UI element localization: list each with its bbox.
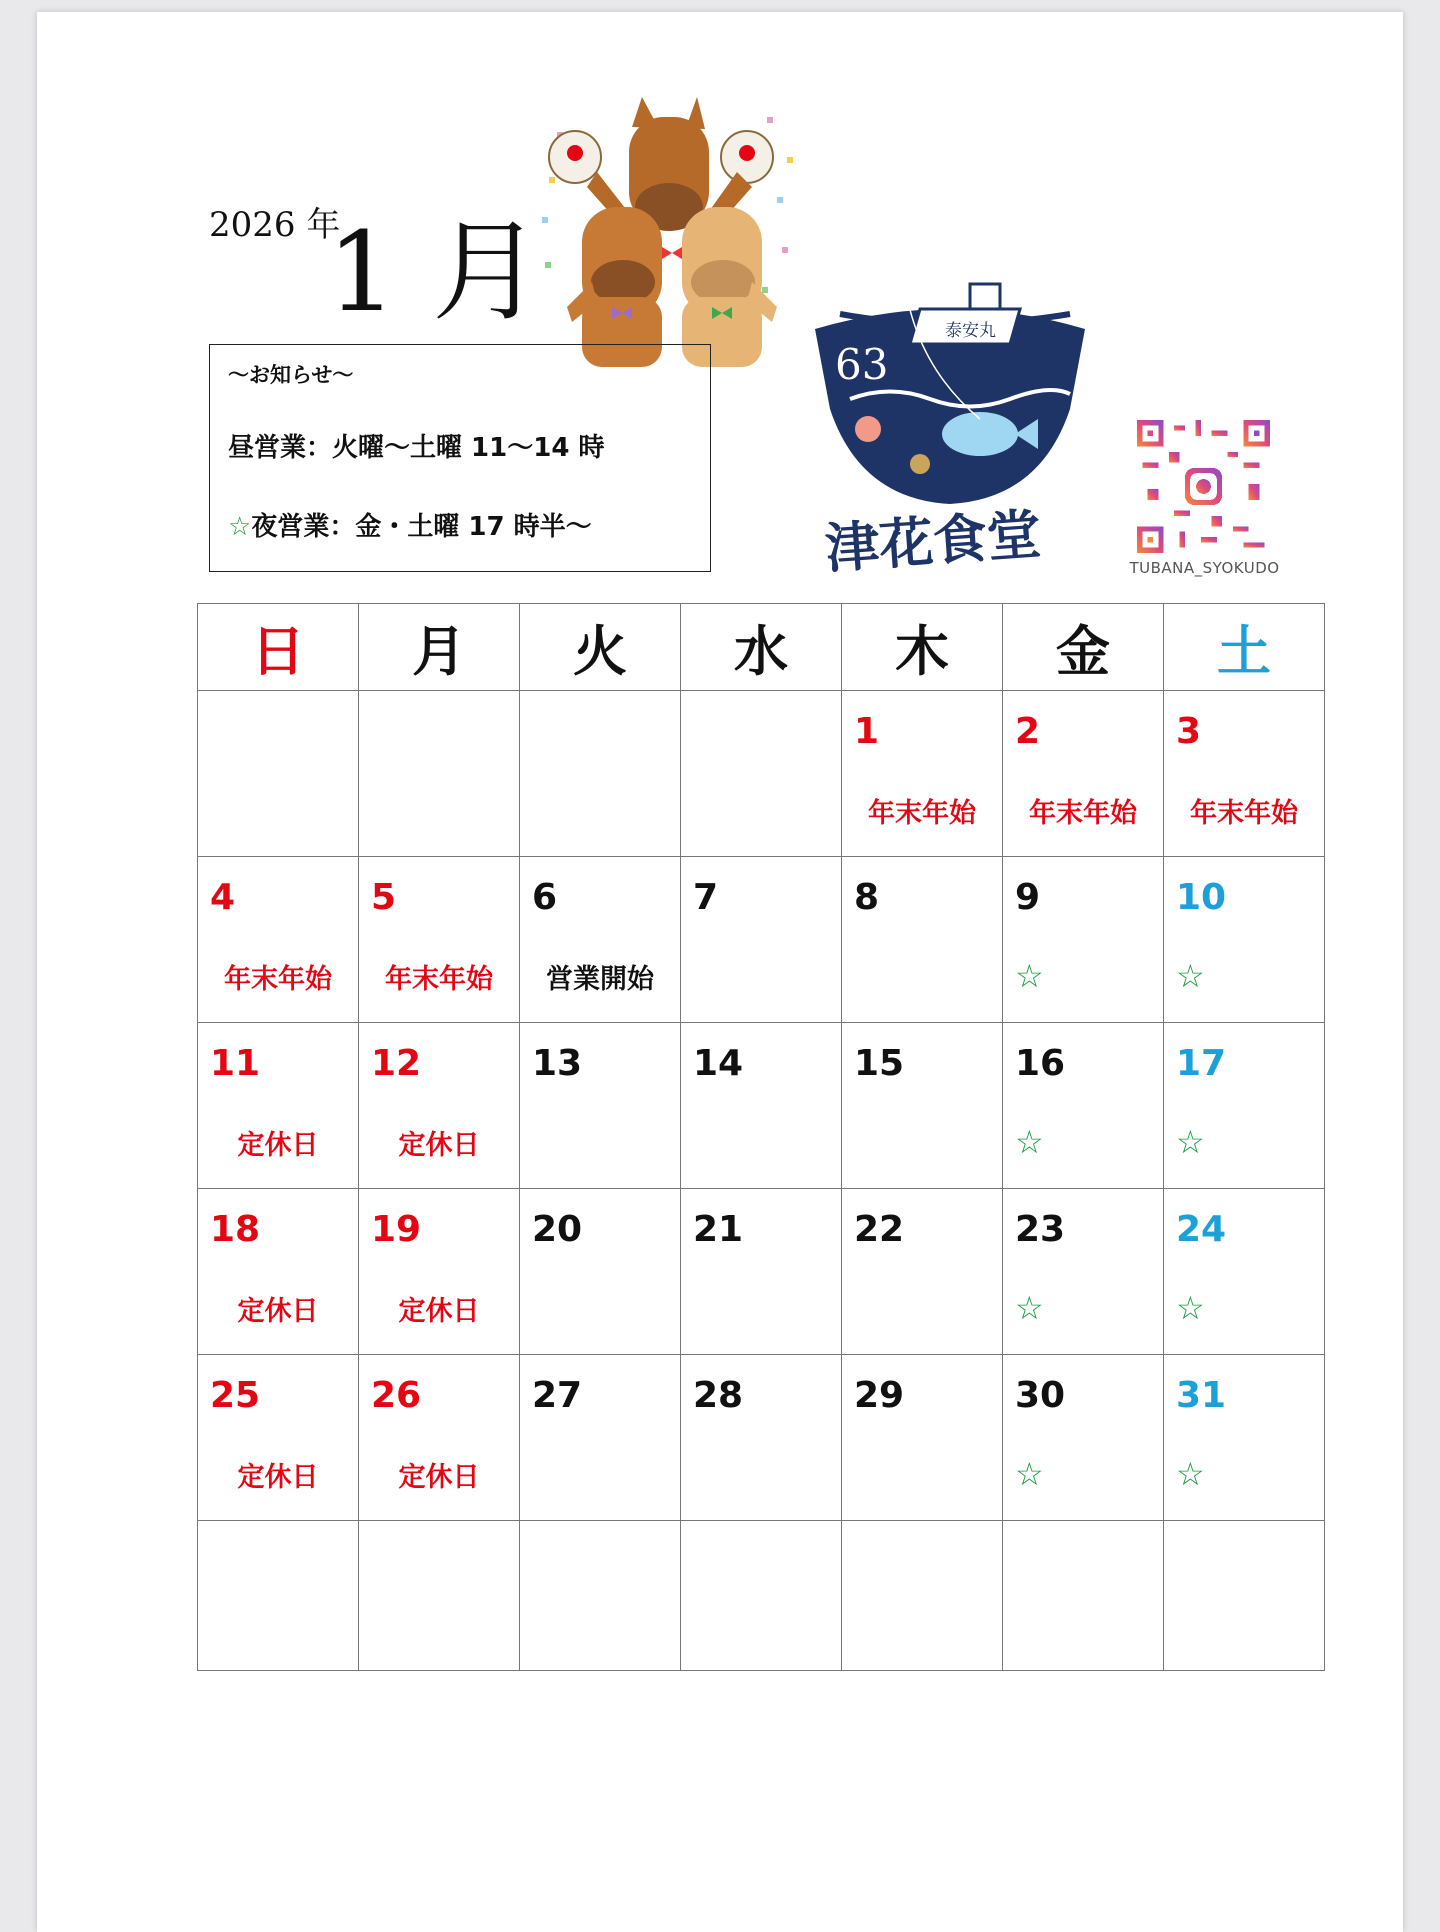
- day-number: 4: [210, 877, 236, 918]
- day-number: 25: [210, 1375, 261, 1416]
- day-note: 定休日: [398, 1462, 480, 1493]
- day-number: 14: [693, 1043, 744, 1084]
- day-number: 17: [1176, 1043, 1227, 1084]
- calendar-day-cell: [842, 857, 1003, 1023]
- day-note: 定休日: [237, 1130, 319, 1161]
- calendar-day-cell: [359, 1521, 520, 1671]
- dinner-star-icon: ☆: [1015, 1289, 1044, 1327]
- logo-shop-name: 津花食堂: [823, 501, 1044, 581]
- calendar-day-cell: [681, 1355, 842, 1521]
- day-number: 1: [854, 711, 880, 752]
- day-number: 27: [532, 1375, 583, 1416]
- dinner-hours: 夜営業：金・土曜 17 時半～: [251, 512, 592, 542]
- day-number: [1176, 1541, 1324, 1585]
- day-number: [210, 711, 358, 755]
- weekday-header-cell: 木: [842, 604, 1003, 691]
- calendar-day-cell: [198, 857, 359, 1023]
- calendar-body: [198, 691, 1325, 1671]
- calendar-day-cell: [359, 857, 520, 1023]
- calendar-day-cell: [1164, 1355, 1325, 1521]
- day-number: 23: [1015, 1209, 1066, 1250]
- day-number: 29: [854, 1375, 905, 1416]
- calendar-day-cell: [1003, 691, 1164, 857]
- weekday-header-cell: 月: [359, 604, 520, 691]
- day-number: 6: [532, 877, 558, 918]
- day-note: 年末年始: [1190, 798, 1298, 829]
- day-number: [532, 711, 680, 755]
- calendar-day-cell: [520, 1023, 681, 1189]
- day-number: [854, 1541, 1002, 1585]
- day-number: 11: [210, 1043, 261, 1084]
- dinner-star-icon: ☆: [1015, 1455, 1044, 1493]
- day-number: 8: [854, 877, 880, 918]
- day-number: [371, 711, 519, 755]
- calendar-day-cell: [1164, 857, 1325, 1023]
- calendar-day-cell: [520, 1355, 681, 1521]
- day-number: 18: [210, 1209, 261, 1250]
- day-number: 22: [854, 1209, 905, 1250]
- shop-logo: [810, 269, 1090, 584]
- dinner-star-icon: ☆: [1176, 1123, 1205, 1161]
- day-number: 26: [371, 1375, 422, 1416]
- day-number: 20: [532, 1209, 583, 1250]
- day-number: 24: [1176, 1209, 1227, 1250]
- calendar-day-cell: [1003, 857, 1164, 1023]
- day-number: 16: [1015, 1043, 1066, 1084]
- dinner-star-icon: ☆: [1015, 1123, 1044, 1161]
- calendar-day-cell: [1164, 691, 1325, 857]
- weekday-header-cell: 金: [1003, 604, 1164, 691]
- dinner-star-icon: ☆: [1176, 1455, 1205, 1493]
- calendar-day-cell: [1003, 1355, 1164, 1521]
- day-note: 年末年始: [385, 964, 493, 995]
- calendar-week-row: [198, 1355, 1325, 1521]
- day-number: [1015, 1541, 1163, 1585]
- day-number: [371, 1541, 519, 1585]
- horses-illustration: [537, 97, 802, 367]
- day-note: 営業開始: [546, 964, 654, 995]
- calendar-day-cell: [198, 1521, 359, 1671]
- day-note: 定休日: [237, 1462, 319, 1493]
- calendar-day-cell: [198, 1355, 359, 1521]
- day-number: 15: [854, 1043, 905, 1084]
- calendar-week-row: [198, 857, 1325, 1023]
- month-title: 1 月: [327, 208, 542, 336]
- day-note: 定休日: [398, 1130, 480, 1161]
- logo-boat-name: 泰安丸: [945, 321, 996, 341]
- logo-number: 63: [835, 340, 889, 389]
- qr-label: TUBANA_SYOKUDO: [1129, 559, 1280, 577]
- weekday-header-cell: 火: [520, 604, 681, 691]
- instagram-qr-code[interactable]: [1137, 420, 1270, 553]
- calendar-day-cell: [359, 1355, 520, 1521]
- calendar-day-cell: [198, 1189, 359, 1355]
- day-number: [210, 1541, 358, 1585]
- day-note: 定休日: [237, 1296, 319, 1327]
- day-note: 年末年始: [868, 798, 976, 829]
- calendar-day-cell: [520, 1189, 681, 1355]
- dinner-hours-line: [228, 506, 692, 543]
- calendar-day-cell: [681, 1023, 842, 1189]
- day-number: 28: [693, 1375, 744, 1416]
- calendar-day-cell: [842, 1023, 1003, 1189]
- weekday-header-cell: 土: [1164, 604, 1325, 691]
- star-icon: ☆: [228, 512, 252, 542]
- calendar-day-cell: [359, 1023, 520, 1189]
- calendar-day-cell: [681, 691, 842, 857]
- year-label: 2026 年: [209, 205, 341, 245]
- weekday-header: [198, 604, 1325, 691]
- calendar-day-cell: [520, 1521, 681, 1671]
- lunch-hours: 昼営業：火曜～土曜 11～14 時: [228, 433, 605, 463]
- calendar-day-cell: [1003, 1189, 1164, 1355]
- calendar-day-cell: [198, 1023, 359, 1189]
- calendar-day-cell: [842, 1355, 1003, 1521]
- calendar-page: [37, 12, 1403, 1932]
- calendar-day-cell: [842, 691, 1003, 857]
- day-number: 12: [371, 1043, 422, 1084]
- calendar-day-cell: [1003, 1023, 1164, 1189]
- calendar-day-cell: [1164, 1023, 1325, 1189]
- day-number: [532, 1541, 680, 1585]
- day-number: 7: [693, 877, 719, 918]
- day-note: 定休日: [398, 1296, 480, 1327]
- day-number: 30: [1015, 1375, 1066, 1416]
- notice-title: ～お知らせ～: [228, 363, 354, 387]
- day-number: 19: [371, 1209, 422, 1250]
- day-number: 10: [1176, 877, 1227, 918]
- calendar-day-cell: [520, 691, 681, 857]
- day-note: 年末年始: [224, 964, 332, 995]
- calendar-day-cell: [842, 1521, 1003, 1671]
- dinner-star-icon: ☆: [1176, 1289, 1205, 1327]
- calendar-day-cell: [520, 857, 681, 1023]
- day-number: 31: [1176, 1375, 1227, 1416]
- weekday-header-cell: 日: [198, 604, 359, 691]
- day-number: 5: [371, 877, 397, 918]
- day-number: [693, 1541, 841, 1585]
- calendar-day-cell: [1164, 1521, 1325, 1671]
- weekday-header-cell: 水: [681, 604, 842, 691]
- dinner-star-icon: ☆: [1176, 957, 1205, 995]
- calendar-day-cell: [842, 1189, 1003, 1355]
- dinner-star-icon: ☆: [1015, 957, 1044, 995]
- day-note: 年末年始: [1029, 798, 1137, 829]
- notice-box: [209, 344, 711, 572]
- day-number: 21: [693, 1209, 744, 1250]
- calendar-day-cell: [1003, 1521, 1164, 1671]
- calendar-week-row: [198, 1023, 1325, 1189]
- calendar-grid: [197, 603, 1325, 1671]
- calendar-week-row: [198, 1521, 1325, 1671]
- calendar-day-cell: [681, 857, 842, 1023]
- calendar-day-cell: [359, 1189, 520, 1355]
- day-number: 9: [1015, 877, 1041, 918]
- calendar-day-cell: [198, 691, 359, 857]
- calendar-week-row: [198, 1189, 1325, 1355]
- calendar-week-row: [198, 691, 1325, 857]
- day-number: 3: [1176, 711, 1202, 752]
- calendar-day-cell: [359, 691, 520, 857]
- day-number: [693, 711, 841, 755]
- calendar-day-cell: [1164, 1189, 1325, 1355]
- calendar-day-cell: [681, 1521, 842, 1671]
- calendar-day-cell: [681, 1189, 842, 1355]
- day-number: 13: [532, 1043, 583, 1084]
- day-number: 2: [1015, 711, 1041, 752]
